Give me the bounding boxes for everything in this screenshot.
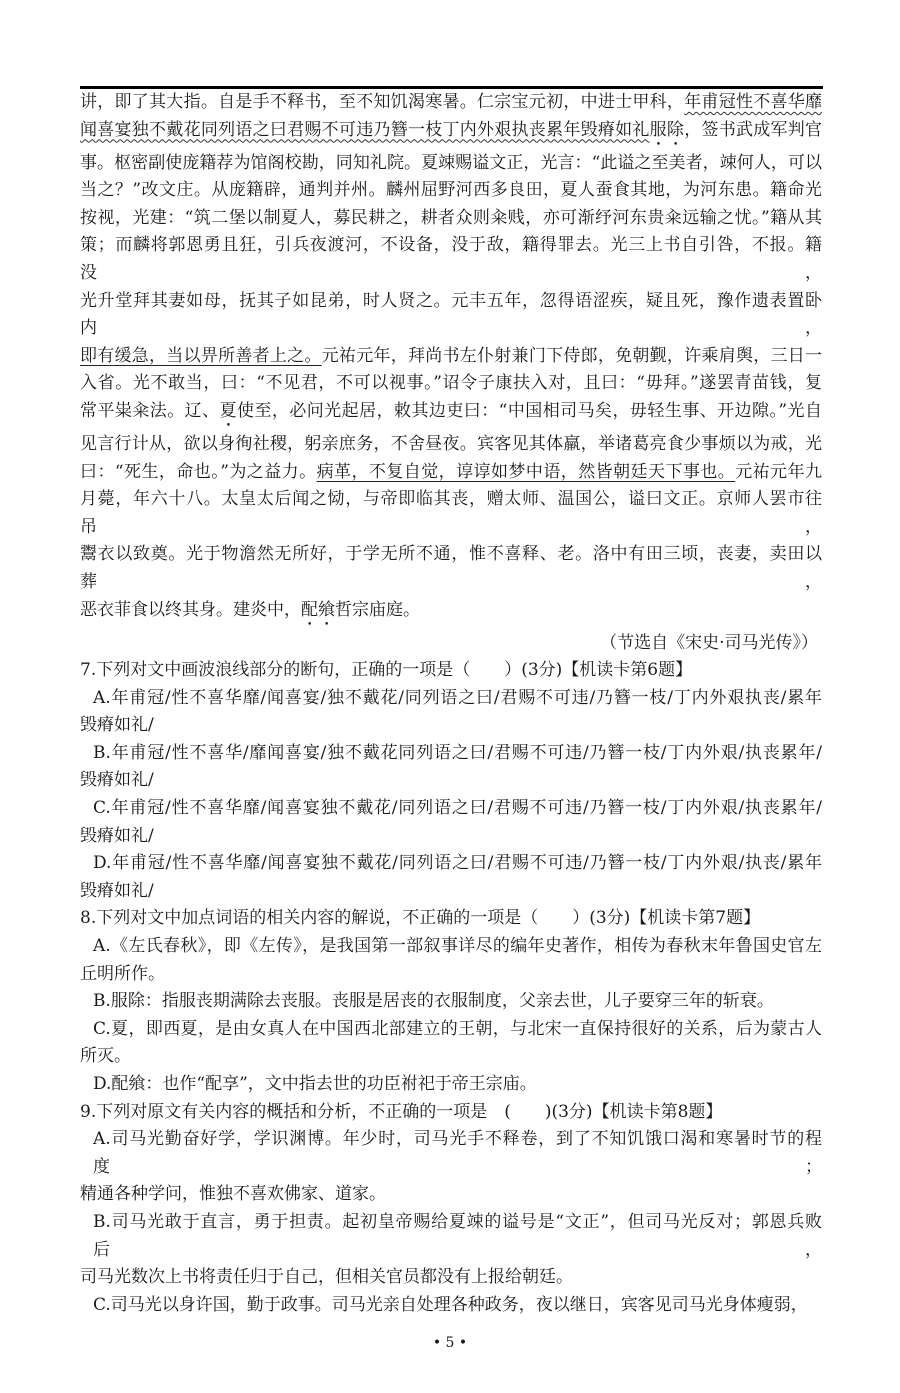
passage-text: 恶衣菲食以终其身。建炎中，: [80, 599, 301, 620]
answer-option: B.司马光敢于直言，勇于担责。起初皇帝赐给夏竦的谥号是“文正”，但司马光反对；郭恩兵败后，: [93, 1211, 822, 1260]
page-number: • 5 •: [432, 1335, 468, 1352]
passage-text: 月薨，年六十八。太皇太后闻之恸，与帝即临其丧，赠太师、温国公，谥曰文正。京师人罢市往吊，: [80, 489, 822, 537]
passage-text: 入省。光不敢当，曰：“不见君，不可以视事。”诏令子康扶入对，且曰：“毋拜。”遂罢青苗钱，复: [80, 373, 822, 394]
passage-line: [80, 177, 822, 205]
passage-line: [80, 288, 822, 343]
passage-text: 使至，必问光起居，敕其边吏曰：“中国相司马矣，毋轻生事、开边隙。”光自: [237, 400, 823, 421]
passage-text: 元祐元年，拜尚书左仆射兼门下侍郎，免朝觐，许乘肩舆，三日一: [321, 345, 823, 366]
passage-text: 当之？”改文庄。从庞籍辟，通判并州。麟州屈野河西多良田，夏人蚕食其地，为河东患。籍命光: [80, 180, 822, 201]
answer-option: A.年甫冠/性不喜华靡/闻喜宴/独不戴花/同列语之曰/君赐不可违/乃簪一枝/丁内外艰执丧/累年: [93, 687, 822, 708]
passage-text: 曰：“死生，命也。”为之益力。: [80, 461, 317, 482]
wavy-underlined-text: 闻喜宴独不戴花同列语之曰君赐不可违乃簪一枝丁内外艰执丧累年毁瘠如礼: [80, 119, 650, 140]
passage-line: [80, 541, 822, 596]
passage-line: [80, 205, 822, 233]
answer-option: B.服除：指服丧期满除去丧服。丧服是居丧的衣服制度，父亲去世，儿子要穿三年的斩衰。: [93, 991, 774, 1012]
passage-text: ，签书武成军判官: [684, 119, 823, 140]
passage-text: 讲，即了其大指。自是手不释书，至不知饥渴寒暑。仁宗宝元初，中进士甲科，: [80, 92, 685, 112]
passage-text: 常平粜籴法。辽、: [80, 400, 220, 421]
passage-line: [80, 398, 822, 431]
passage-line: [80, 597, 822, 630]
answer-option: D.配飨：也作“配享”，文中指去世的功臣祔祀于帝王宗庙。: [93, 1074, 537, 1094]
answer-option: B.年甫冠/性不喜华/靡闻喜宴/独不戴花同列语之曰/君赐不可违/乃簪一枝/丁内外艰/执丧累年/: [93, 742, 822, 763]
answer-option: 所灭。: [80, 1046, 131, 1067]
question-stem: 7.下列对文中画波浪线部分的断句，正确的一项是（ ）(3分)【机读卡第6题】: [80, 660, 693, 681]
passage-line: [80, 459, 822, 487]
passage-text: 按视，光建：“筑二堡以制夏人，募民耕之，耕者众则籴贱，亦可渐纾河东贵籴远输之忧。”籍从其: [80, 207, 822, 228]
answer-option: D.年甫冠/性不喜华靡/闻喜宴独不戴花/同列语之曰/君赐不可违/乃簪一枝/丁内外艰/执丧/累年: [93, 853, 822, 874]
answer-option: 精通各种学问，惟独不喜欢佛家、道家。: [80, 1184, 386, 1205]
passage-text: 见言行计从，欲以身徇社稷，躬亲庶务，不舍昼夜。宾客见其体羸，举诸葛亮食少事烦以为戒，光: [80, 433, 822, 454]
passage-line: [80, 343, 822, 371]
passage-text: 哲宗庙庭。: [335, 599, 420, 620]
question-stem: 8.下列对文中加点词语的相关内容的解说，不正确的一项是（ ）(3分)【机读卡第7题】: [80, 908, 761, 929]
dotted-term: 配飨: [301, 599, 335, 620]
answer-option: A.《左氏春秋》，即《左传》，是我国第一部叙事详尽的编年史著作，相传为春秋末年鲁国史官左: [93, 936, 822, 957]
answer-option: 司马光数次上书将责任归于自己，但相关官员都没有上报给朝廷。: [80, 1267, 573, 1288]
dotted-term: 夏: [219, 400, 238, 421]
passage-text: 光升堂拜其妻如母，抚其子如昆弟，时人贤之。元丰五年，忽得语涩疾，疑且死，豫作遗表置卧内，: [80, 290, 822, 339]
answer-option: C.司马光以身许国，勤于政事。司马光亲自处理各种政务，夜以继日，宾客见司马光身体瘦弱，: [93, 1294, 808, 1315]
passage-line: [80, 150, 822, 178]
passage-text: 鬻衣以致奠。光于物澹然无所好，于学无所不通，惟不喜释、老。洛中有田三顷，丧妻，卖田以葬，: [80, 544, 822, 592]
answer-option: C.年甫冠/性不喜华靡/闻喜宴独不戴花/同列语之曰/君赐不可违/乃簪一枝/丁内外艰/执丧累年/: [93, 798, 822, 819]
answer-option: 毁瘠如礼/: [80, 715, 154, 736]
dotted-term: 服除: [649, 119, 685, 140]
passage-line: [80, 486, 822, 541]
passage-line: [80, 431, 822, 459]
passage-line: [80, 89, 822, 117]
answer-option: A.司马光勤奋好学，学识渊博。年少时，司马光手不释卷，到了不知饥饿口渴和寒暑时节的程度；: [93, 1129, 822, 1177]
answer-option: C.夏，即西夏，是由女真人在中国西北部建立的王朝，与北宋一直保持很好的关系，后为蒙古人: [93, 1018, 822, 1039]
passage-text: 策；而麟将郭恩勇且狂，引兵夜渡河，不设备，没于敌，籍得罪去。光三上书自引咎，不报。籍没，: [80, 235, 822, 283]
answer-option: 毁瘠如礼/: [80, 770, 154, 791]
passage-line: [80, 370, 822, 398]
question-stem: 9.下列对原文有关内容的概括和分析，不正确的一项是 ( )(3分)【机读卡第8题】: [80, 1101, 723, 1122]
passage-text: 元祐元年九: [735, 461, 823, 482]
answer-option: 毁瘠如礼/: [80, 825, 154, 846]
underlined-sentence: 病革，不复自觉，谆谆如梦中语，然皆朝廷天下事也。: [316, 461, 736, 482]
passage-text: 事。枢密副使庞籍荐为馆阁校勘，同知礼院。夏竦赐谥文正，光言：“此谥之至美者，竦何人，可以: [80, 152, 822, 173]
passage-line: [80, 117, 822, 150]
wavy-underlined-text: 年甫冠性不喜华靡: [684, 92, 823, 112]
underlined-sentence: 即有缓急，当以畀所善者上之。: [80, 345, 322, 366]
passage-source: （节选自《宋史·司马光传》）: [600, 632, 818, 653]
answer-option: 毁瘠如礼/: [80, 880, 154, 901]
passage-line: [80, 232, 822, 287]
answer-option: 丘明所作。: [80, 963, 165, 984]
exam-page: [80, 0, 822, 1319]
